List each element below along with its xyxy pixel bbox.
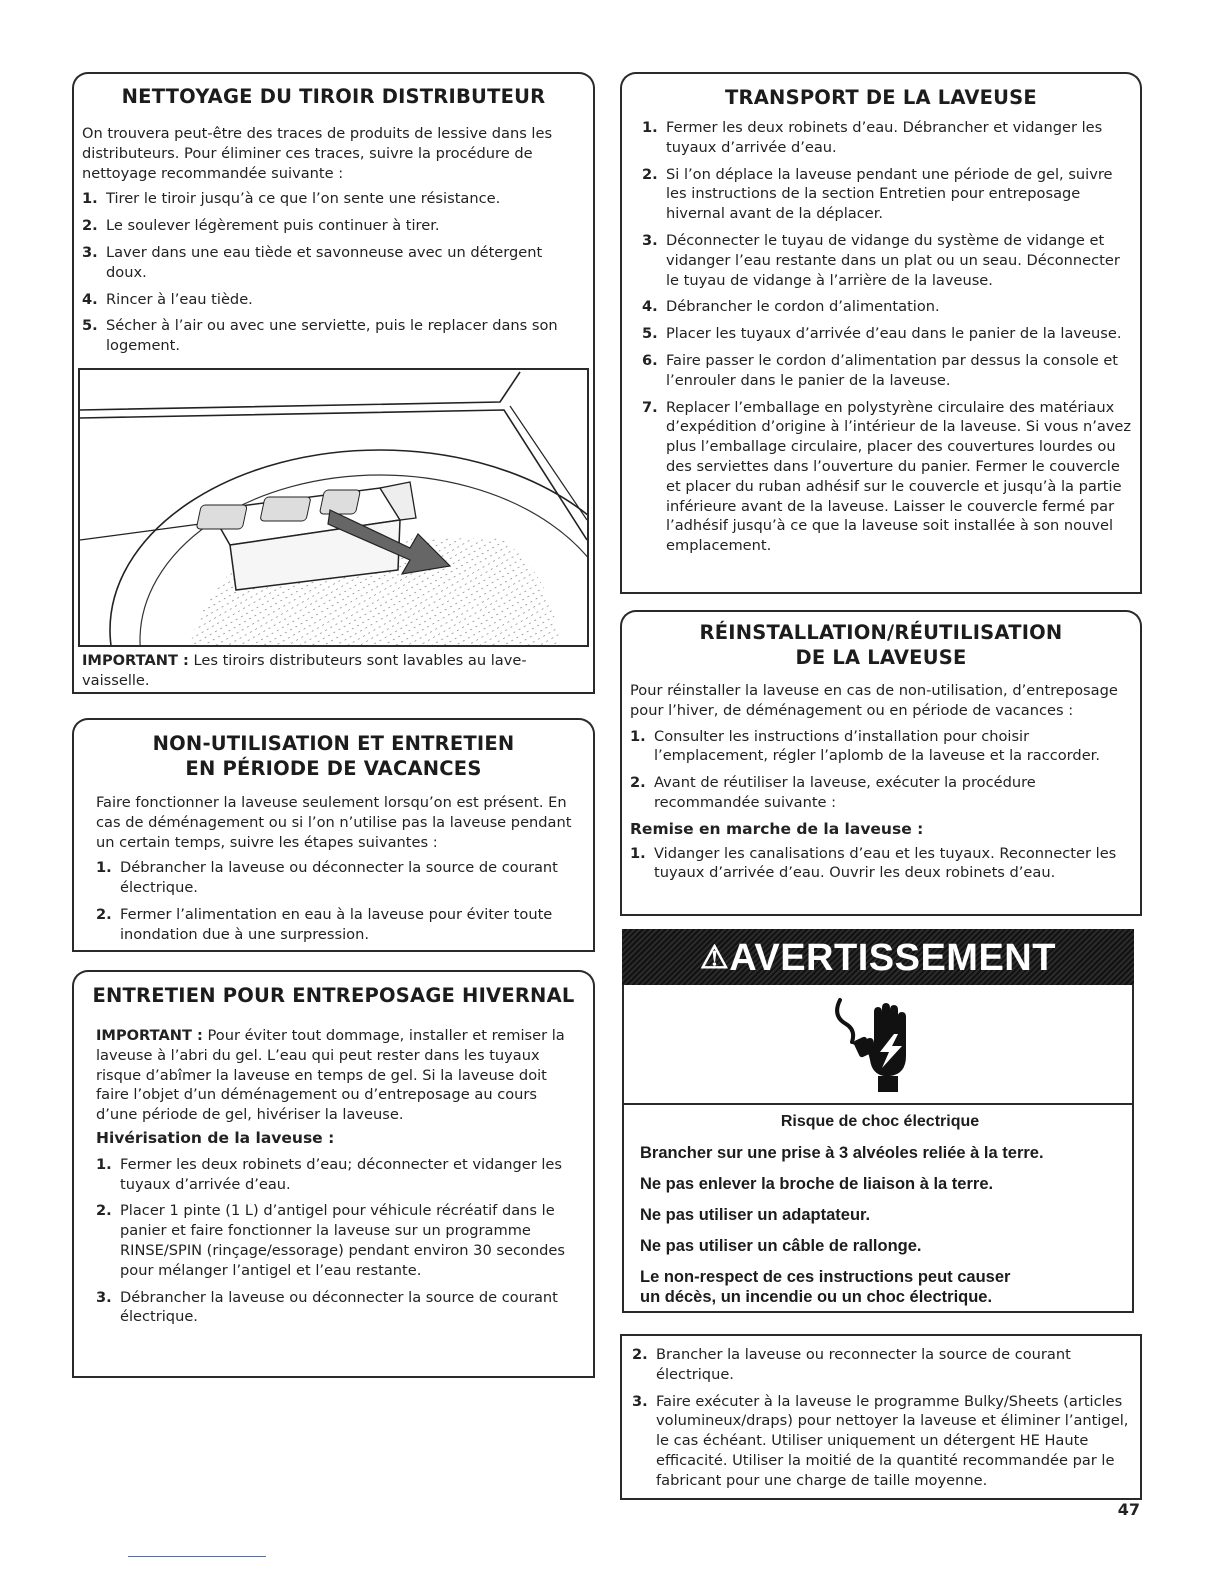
step-number: 4. <box>642 298 658 316</box>
step-number: 2. <box>82 217 98 235</box>
step-number: 2. <box>642 165 658 183</box>
hazard-title: Risque de choc électrique <box>780 1113 980 1130</box>
step-text: Placer 1 pinte (1 L) d’antigel pour véhicule récréatif dans le panier et faire fonctionner la laveuse sur un programme RINSE/SPIN (rinçage/essorage) pendant environ 30 secondes pour mélanger l’antigel et l’eau restante. <box>120 1202 566 1279</box>
step-text: Fermer les deux robinets d’eau. Débrancher et vidanger les tuyaux d’arrivée d’eau. <box>666 119 1103 156</box>
step-text: Tirer le tiroir jusqu’à ce que l’on sente une résistance. <box>106 190 501 208</box>
step-text: Replacer l’emballage en polystyrène circulaire des matériaux d’expédition d’origine à l’intérieur de la laveuse. Si vous n’avez plus l’emballage circulaire, placer des couvertures lourdes ou des serviettes dans l’ouverture du panier. Fermer le couvercle et placer du ruban adhésif sur le couvercle et jusqu’à la partie inférieure avant de la laveuse. Laisser le couvercle fermé par l’adhésif jusqu’à ce que la laveuse soit installée à son nouvel emplacement. <box>666 398 1132 555</box>
step-text: Laver dans une eau tiède et savonneuse avec un détergent doux. <box>106 243 543 281</box>
continued-steps <box>632 1345 1134 1491</box>
step-text: Fermer l’alimentation en eau à la laveuse pour éviter toute inondation due à une surpression. <box>120 905 553 943</box>
step-text: Avant de réutiliser la laveuse, exécuter la procédure recommandée suivante : <box>654 774 1036 811</box>
warning-banner <box>622 929 1134 985</box>
restart-steps <box>630 844 1130 884</box>
step-number: 2. <box>96 905 112 923</box>
step-number: 1. <box>630 727 646 745</box>
list-item <box>96 1288 576 1328</box>
step-number: 3. <box>82 243 98 261</box>
dispenser-section-title: NETTOYAGE DU TIROIR DISTRIBUTEUR <box>72 72 595 116</box>
warning-text <box>640 1112 1120 1307</box>
list-item <box>630 727 1130 767</box>
dispenser-steps <box>82 189 582 356</box>
step-text: Débrancher la laveuse ou déconnecter la source de courant électrique. <box>120 1288 558 1326</box>
step-number: 7. <box>642 398 658 416</box>
dispenser-important-note <box>82 651 582 691</box>
list-item <box>82 189 582 209</box>
step-text: Brancher la laveuse ou reconnecter la source de courant électrique. <box>656 1346 1071 1383</box>
divider <box>622 1103 1134 1105</box>
reinstall-steps <box>630 727 1130 813</box>
step-number: 2. <box>96 1202 112 1220</box>
page-number: 47 <box>1117 1500 1140 1519</box>
warning-line: Brancher sur une prise à 3 alvéoles reliée à la terre. <box>640 1144 1044 1162</box>
step-text: Consulter les instructions d’installation pour choisir l’emplacement, régler l’aplomb de la laveuse et la raccorder. <box>654 727 1100 765</box>
step-text: Vidanger les canalisations d’eau et les tuyaux. Reconnecter les tuyaux d’arrivée d’eau. Ouvrir les deux robinets d’eau. <box>654 844 1117 882</box>
list-item <box>96 905 582 945</box>
list-item <box>642 118 1132 158</box>
list-item <box>642 297 1132 317</box>
transport-section-body <box>642 118 1132 563</box>
reinstall-section-title: RÉINSTALLATION/RÉUTILISATION DE LA LAVEUSE <box>620 610 1142 678</box>
transport-section-title: TRANSPORT DE LA LAVEUSE <box>620 72 1142 116</box>
step-number: 4. <box>82 290 98 308</box>
dispenser-section-body <box>82 124 582 363</box>
step-text: Si l’on déplace la laveuse pendant une période de gel, suivre les instructions de la section Entretien pour entreposage hivernal avant de la déplacer. <box>666 165 1113 223</box>
warning-line: Ne pas enlever la broche de liaison à la terre. <box>640 1175 994 1193</box>
step-text: Faire passer le cordon d’alimentation par dessus la console et l’enrouler dans le panier de la laveuse. <box>666 351 1119 389</box>
list-item <box>96 1201 576 1280</box>
step-number: 1. <box>82 190 98 208</box>
step-number: 5. <box>642 325 658 343</box>
list-item <box>82 316 582 356</box>
warning-line: Ne pas utiliser un adaptateur. <box>640 1206 871 1224</box>
list-item <box>642 398 1132 556</box>
dispenser-intro: On trouvera peut-être des traces de produits de lessive dans les distributeurs. Pour éliminer ces traces, suivre la procédure de nettoyage recommandée suivante : <box>82 125 553 182</box>
list-item <box>642 351 1132 391</box>
list-item <box>82 290 582 310</box>
step-number: 3. <box>96 1288 112 1306</box>
list-item <box>642 165 1132 224</box>
warning-consequence: Le non-respect de ces instructions peut causer un décès, un incendie ou un choc électrique. <box>640 1268 1011 1306</box>
list-item <box>96 1155 576 1195</box>
divider <box>128 1556 266 1557</box>
step-number: 2. <box>630 774 646 792</box>
step-text: Rincer à l’eau tiède. <box>106 290 253 308</box>
list-item <box>642 324 1132 344</box>
list-item <box>642 231 1132 290</box>
vacation-steps <box>96 858 582 944</box>
continued-steps-body <box>632 1345 1134 1498</box>
list-item <box>632 1392 1134 1491</box>
washer-top-drawing <box>80 370 587 645</box>
step-text: Le soulever légèrement puis continuer à tirer. <box>106 217 440 235</box>
list-item <box>630 844 1130 884</box>
step-text: Placer les tuyaux d’arrivée d’eau dans le panier de la laveuse. <box>666 325 1122 343</box>
reinstall-intro: Pour réinstaller la laveuse en cas de non-utilisation, d’entreposage pour l’hiver, de déménagement ou en période de vacances : <box>630 682 1118 719</box>
warning-line: Ne pas utiliser un câble de rallonge. <box>640 1237 922 1255</box>
important-label: IMPORTANT : <box>82 652 189 669</box>
dispenser-drawer-illustration <box>78 368 589 647</box>
step-number: 1. <box>96 859 112 877</box>
reinstall-section-body <box>630 681 1130 890</box>
winter-section-body <box>96 1026 576 1334</box>
step-text: Faire exécuter à la laveuse le programme Bulky/Sheets (articles volumineux/draps) pour nettoyer la laveuse et éliminer l’antigel, le cas échéant. Utiliser uniquement un détergent HE Haute efficacité. Utiliser la moitié de la quantité recommandée par le fabricant pour une charge de taille moyenne. <box>656 1392 1129 1489</box>
step-number: 1. <box>96 1155 112 1173</box>
restart-subheading: Remise en marche de la laveuse : <box>630 819 924 838</box>
warning-banner-text: AVERTISSEMENT <box>729 937 1056 979</box>
winter-section-title: ENTRETIEN POUR ENTREPOSAGE HIVERNAL <box>72 970 595 1016</box>
vacation-section-body <box>96 793 582 952</box>
step-text: Fermer les deux robinets d’eau; déconnecter et vidanger les tuyaux d’arrivée d’eau. <box>120 1155 562 1193</box>
list-item <box>82 216 582 236</box>
vacation-intro: Faire fonctionner la laveuse seulement lorsqu’on est présent. En cas de déménagement ou si l’on n’utilise pas la laveuse pendant un certain temps, suivre les étapes suivantes : <box>96 794 572 851</box>
list-item <box>82 243 582 283</box>
list-item <box>630 773 1130 813</box>
list-item <box>632 1345 1134 1385</box>
step-text: Débrancher le cordon d’alimentation. <box>666 298 940 316</box>
warning-triangle-icon: ⚠ <box>700 939 730 975</box>
winter-steps <box>96 1155 576 1327</box>
step-number: 1. <box>630 844 646 862</box>
step-number: 6. <box>642 351 658 369</box>
step-number: 3. <box>632 1392 648 1410</box>
step-number: 5. <box>82 317 98 335</box>
winterize-subheading: Hivérisation de la laveuse : <box>96 1128 335 1147</box>
list-item <box>96 858 582 898</box>
vacation-section-title: NON-UTILISATION ET ENTRETIEN EN PÉRIODE DE VACANCES <box>72 718 595 786</box>
step-text: Déconnecter le tuyau de vidange du système de vidange et vidanger l’eau restante dans un plat ou un seau. Déconnecter le tuyau de vidange à l’arrière de la laveuse. <box>666 231 1120 289</box>
transport-steps <box>642 118 1132 556</box>
step-number: 3. <box>642 231 658 249</box>
step-number: 1. <box>642 119 658 136</box>
winter-important-note: IMPORTANT : Pour éviter tout dommage, installer et remiser la laveuse à l’abri du gel. L’eau qui peut rester dans les tuyaux risque d’abîmer la laveuse en temps de gel. Si la laveuse doit faire l’objet d’un déménagement ou d’entreposage au cours d’une période de gel, hivériser la laveuse. <box>96 1027 565 1124</box>
important-text: Les tiroirs distributeurs sont lavables au lave-vaisselle. <box>82 652 527 689</box>
step-text: Sécher à l’air ou avec une serviette, puis le replacer dans son logement. <box>106 317 558 355</box>
electric-shock-hand-icon <box>832 994 922 1094</box>
step-number: 2. <box>632 1346 648 1363</box>
step-text: Débrancher la laveuse ou déconnecter la source de courant électrique. <box>120 859 558 897</box>
